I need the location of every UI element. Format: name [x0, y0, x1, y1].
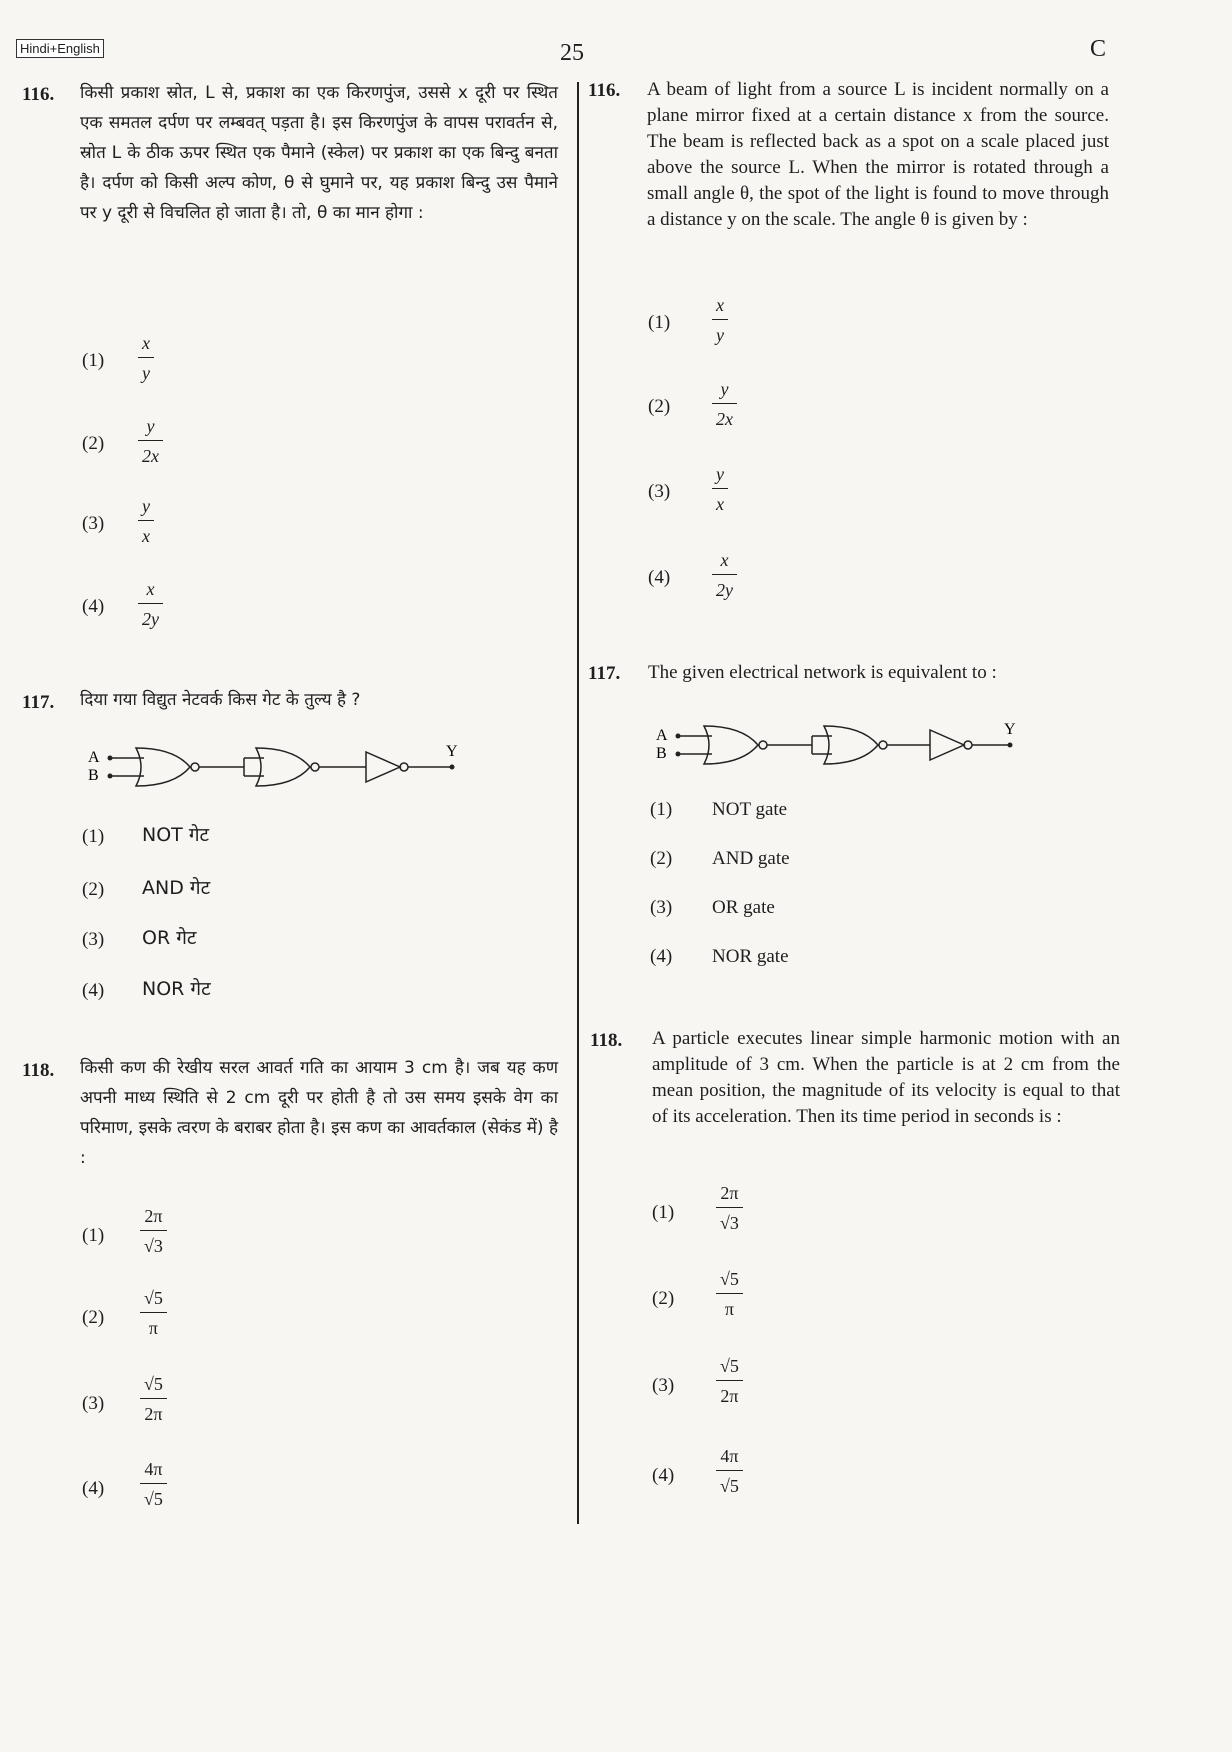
option-text: OR गेट [142, 927, 197, 949]
numerator: √5 [720, 1356, 739, 1376]
option-number: (3) [648, 481, 671, 502]
question-number: 118. [590, 1030, 623, 1051]
option-fraction [712, 294, 728, 346]
option-number: (3) [82, 513, 105, 534]
question-number: 116. [22, 84, 55, 105]
option-text: NOR गेट [142, 978, 211, 1000]
option-fraction [140, 1458, 167, 1510]
language-label: Hindi+English [16, 39, 104, 58]
logic-circuit-diagram [652, 718, 1032, 768]
option-number: (4) [82, 980, 105, 1001]
option-number: (1) [82, 350, 105, 371]
option-text: AND गेट [142, 877, 211, 899]
numerator: √5 [720, 1269, 739, 1289]
denominator: 2π [144, 1404, 163, 1424]
option-number: (2) [82, 433, 105, 454]
question-text: A beam of light from a source L is incident normally on a plane mirror fixed at a certain distance x from the source. The beam is reflected back as a spot on a scale placed just above the source L. When the mirror is rotated through a small angle θ, the spot of the light is found to move through a distance y on the scale. The angle θ is given by : [647, 79, 1109, 230]
option-number: (2) [652, 1288, 675, 1309]
option-number: (1) [82, 826, 105, 847]
numerator: 2π [144, 1206, 163, 1226]
denominator: 2x [142, 446, 159, 466]
option-fraction [140, 1287, 167, 1339]
option-number: (3) [82, 929, 105, 950]
option-fraction [716, 1268, 743, 1320]
denominator: y [716, 325, 724, 345]
numerator: √5 [144, 1288, 163, 1308]
option-number: (2) [82, 1307, 105, 1328]
numerator: √5 [144, 1374, 163, 1394]
denominator: √3 [144, 1236, 163, 1256]
option-fraction [138, 332, 154, 384]
option-number: (2) [648, 396, 671, 417]
denominator: 2π [720, 1386, 739, 1406]
numerator: x [720, 550, 729, 570]
option-number: (4) [652, 1465, 675, 1486]
denominator: √5 [720, 1476, 739, 1496]
option-text: NOT गेट [142, 824, 210, 846]
option-number: (4) [82, 1478, 105, 1499]
option-fraction [716, 1445, 743, 1497]
question-number: 117. [22, 692, 55, 713]
option-number: (4) [648, 567, 671, 588]
numerator: x [146, 579, 155, 599]
option-number: (1) [650, 799, 673, 820]
option-fraction [138, 415, 163, 467]
option-fraction [712, 549, 737, 601]
option-fraction [712, 463, 728, 515]
option-text: OR gate [712, 897, 775, 918]
denominator: x [716, 494, 724, 514]
numerator: x [142, 333, 150, 353]
numerator: 2π [720, 1183, 739, 1203]
denominator: 2y [716, 580, 733, 600]
question-text: किसी कण की रेखीय सरल आवर्त गति का आयाम 3 cm है। जब यह कण अपनी माध्य स्थिति से 2 cm दूरी पर होती है तो उस समय इसके वेग का परिमाण, इसके त्वरण के बराबर होता है। इस कण का आवर्तकाल (सेकंड में) है : [80, 1058, 558, 1168]
numerator: x [716, 295, 724, 315]
denominator: √5 [144, 1489, 163, 1509]
option-number: (2) [650, 848, 673, 869]
option-number: (1) [652, 1202, 675, 1223]
numerator: y [142, 496, 150, 516]
question-text: A particle executes linear simple harmonic motion with an amplitude of 3 cm. When the particle is at 2 cm from the mean position, the magnitude of its velocity is equal to that of its acceleration. Then its time period in seconds is : [652, 1028, 1120, 1127]
option-number: (4) [650, 946, 673, 967]
option-text: NOR gate [712, 946, 789, 967]
logic-circuit-diagram [84, 740, 464, 790]
option-number: (1) [82, 1225, 105, 1246]
input-b-label: B [656, 745, 667, 762]
option-number: (1) [648, 312, 671, 333]
option-fraction [138, 578, 163, 630]
option-fraction [140, 1205, 167, 1257]
denominator: π [724, 1299, 734, 1319]
option-fraction [716, 1182, 743, 1234]
denominator: √3 [720, 1213, 739, 1233]
option-number: (3) [82, 1393, 105, 1414]
numerator: y [146, 416, 155, 436]
option-number: (4) [82, 596, 105, 617]
option-fraction [712, 378, 737, 430]
output-y-label: Y [446, 743, 458, 760]
input-a-label: A [88, 749, 100, 766]
numerator: 4π [720, 1446, 739, 1466]
question-text: दिया गया विद्युत नेटवर्क किस गेट के तुल्य है ? [80, 690, 361, 710]
question-number: 118. [22, 1060, 55, 1081]
question-number: 117. [588, 663, 621, 684]
option-fraction [716, 1355, 743, 1407]
input-b-label: B [88, 767, 99, 784]
question-text: किसी प्रकाश स्रोत, L से, प्रकाश का एक किरणपुंज, उससे x दूरी पर स्थित एक समतल दर्पण पर लम्बवत् पड़ता है। इस किरणपुंज के वापस परावर्तन से, स्रोत L के ठीक ऊपर स्थित एक पैमाने (स्केल) पर प्रकाश का एक बिन्दु बनता है। दर्पण को किसी अल्प कोण, θ से घुमाने पर, यह प्रकाश बिन्दु उस पैमाने पर y दूरी से विचलित हो जाता है। तो, θ का मान होगा : [80, 83, 558, 223]
denominator: π [148, 1318, 158, 1338]
numerator: y [716, 464, 724, 484]
input-a-label: A [656, 727, 668, 744]
denominator: y [142, 363, 150, 383]
option-number: (3) [650, 897, 673, 918]
denominator: 2y [142, 609, 159, 629]
set-code: C [1090, 36, 1107, 62]
option-number: (2) [82, 879, 105, 900]
option-number: (3) [652, 1375, 675, 1396]
option-fraction [140, 1373, 167, 1425]
numerator: 4π [144, 1459, 163, 1479]
column-divider [577, 82, 579, 1524]
page-number: 25 [560, 40, 584, 66]
denominator: 2x [716, 409, 733, 429]
option-text: NOT gate [712, 799, 788, 820]
question-number: 116. [588, 80, 621, 101]
output-y-label: Y [1004, 721, 1016, 738]
question-text: The given electrical network is equivalent to : [648, 662, 997, 683]
denominator: x [142, 526, 150, 546]
option-fraction [138, 495, 154, 547]
numerator: y [720, 379, 729, 399]
option-text: AND gate [712, 848, 790, 869]
